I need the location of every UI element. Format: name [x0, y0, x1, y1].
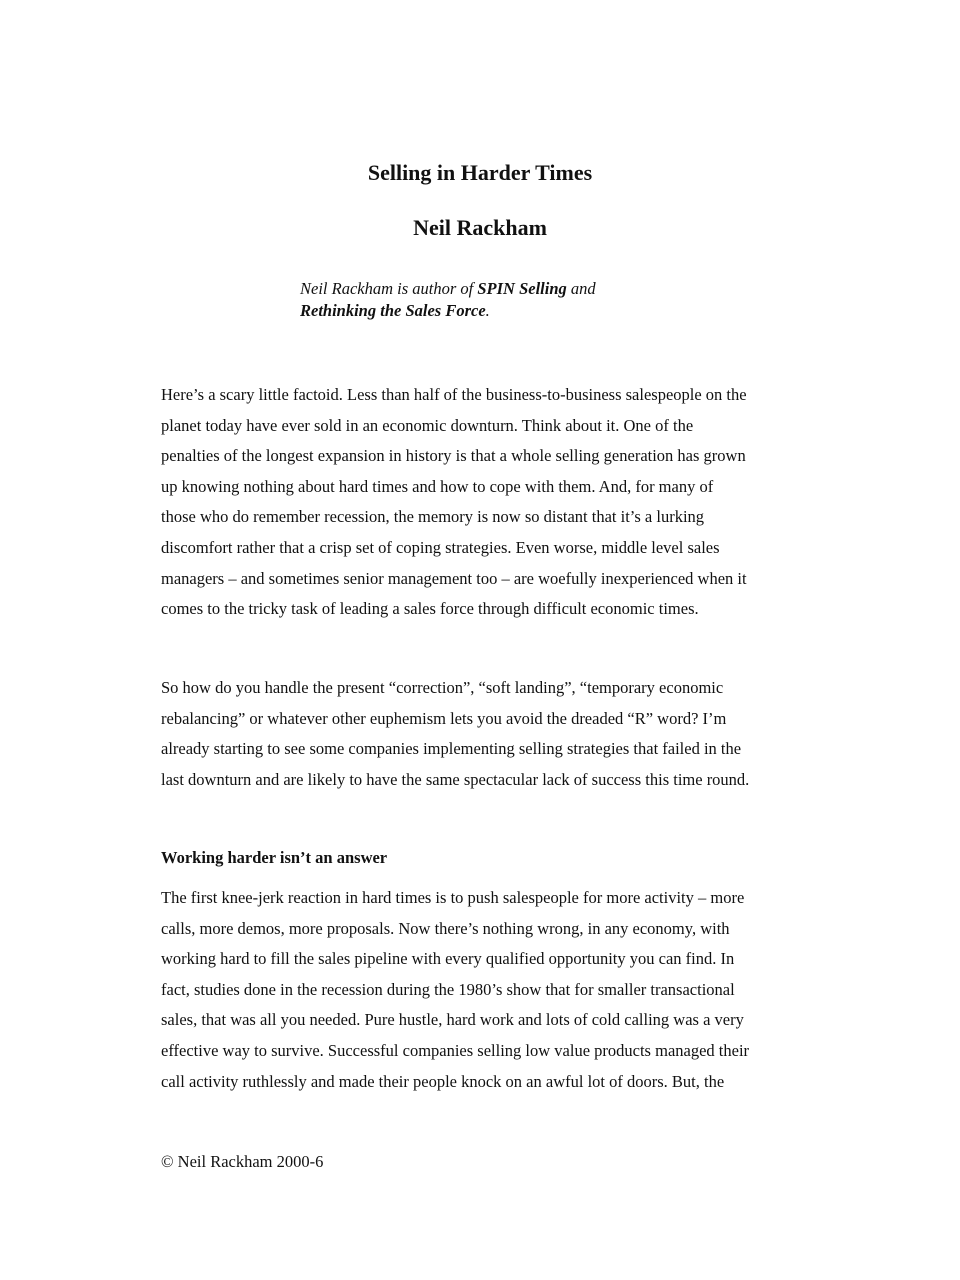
document-title: Selling in Harder Times [367, 160, 593, 185]
paragraph-line: working hard to fill the sales pipeline with every qualified opportunity you can find. In [161, 949, 735, 969]
paragraph-working-harder [161, 883, 811, 1097]
paragraph-line: effective way to survive. Successful companies selling low value products managed their [161, 1040, 750, 1060]
paragraph-line: discomfort rather that a crisp set of coping strategies. Even worse, middle level sales [161, 537, 720, 557]
paragraph-line: penalties of the longest expansion in history is that a whole selling generation has grown [161, 446, 746, 466]
paragraph-intro [161, 380, 811, 625]
paragraph-line: call activity ruthlessly and made their people knock on an awful lot of doors. But, the [161, 1071, 725, 1091]
paragraph-line: rebalancing” or whatever other euphemism lets you avoid the dreaded “R” word? I’m [161, 708, 727, 728]
byline-book-rethinking: Rethinking the Sales Force [300, 301, 486, 320]
paragraph-line: fact, studies done in the recession during the 1980’s show that for smaller transactional [161, 979, 735, 999]
paragraph-line: last downturn and are likely to have the same spectacular lack of success this time round. [161, 769, 750, 789]
paragraph-line: those who do remember recession, the memory is now so distant that it’s a lurking [161, 507, 705, 527]
paragraph-line: The first knee-jerk reaction in hard times is to push salespeople for more activity – more [161, 888, 745, 907]
paragraph-line: managers – and sometimes senior management too – are woefully inexperienced when it [161, 568, 747, 588]
paragraph-line: Here’s a scary little factoid. Less than half of the business-to-business salespeople on the [161, 385, 747, 404]
author-byline [300, 278, 720, 322]
paragraph-line: already starting to see some companies implementing selling strategies that failed in the [161, 739, 742, 759]
paragraph-line: up knowing nothing about hard times and how to cope with them. And, for many of [161, 476, 714, 496]
copyright-footer: © Neil Rackham 2000-6 [161, 1152, 324, 1171]
paragraph-line: So how do you handle the present “correction”, “soft landing”, “temporary economic [161, 678, 724, 697]
byline-suffix: . [485, 301, 490, 320]
paragraph-line: planet today have ever sold in an economic downturn. Think about it. One of the [161, 415, 694, 435]
byline-prefix: Neil Rackham is author of [300, 279, 478, 298]
byline-book-spin-selling: SPIN Selling [477, 279, 567, 298]
author-name: Neil Rackham [413, 215, 547, 240]
paragraph-line: sales, that was all you needed. Pure hustle, hard work and lots of cold calling was a very [161, 1010, 744, 1030]
paragraph-line: calls, more demos, more proposals. Now there’s nothing wrong, in any economy, with [161, 918, 730, 938]
byline-middle: and [566, 279, 596, 298]
paragraph-line: comes to the tricky task of leading a sales force through difficult economic times. [161, 599, 699, 619]
paragraph-correction [161, 673, 811, 795]
section-heading: Working harder isn’t an answer [161, 848, 388, 867]
